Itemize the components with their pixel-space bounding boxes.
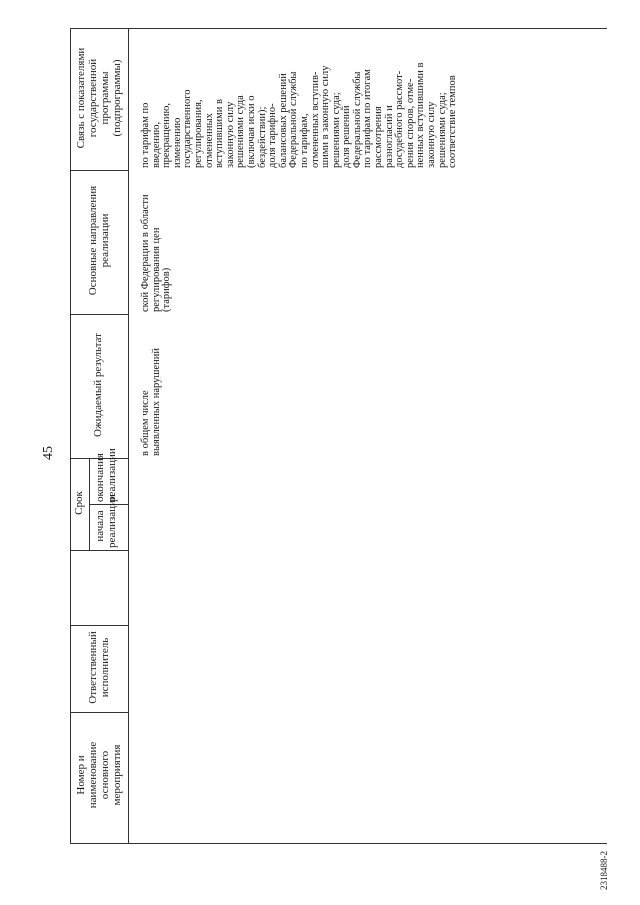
cell-line: выявленных нарушений — [150, 348, 162, 456]
header-term-end-line: окончания — [94, 453, 106, 502]
cell-line: (включая иски о — [245, 95, 257, 168]
cell-line: регулирования цен — [150, 227, 162, 312]
footer-code: 2318488-2 — [599, 851, 609, 890]
cell-line: введению, — [150, 121, 162, 168]
cell-line: ской Федерации в области — [140, 194, 151, 312]
cell-line: доля тарифно- — [267, 103, 279, 168]
header-number-name — [75, 712, 123, 838]
cell-line: прекращению, — [161, 103, 173, 168]
header-term-end-line: реализации — [106, 448, 118, 502]
cell-line: по тарифам по итогам — [362, 69, 374, 168]
header-term: Срок — [73, 491, 85, 515]
cell-line: вступившими в — [214, 98, 226, 168]
cell-line: рения споров, отме- — [404, 78, 416, 168]
cell-line: разногласий и — [383, 105, 395, 168]
cell-line: решениями суда; — [330, 92, 342, 168]
header-executor-line: Ответственный — [87, 631, 99, 704]
cell-indicators — [141, 28, 459, 168]
cell-line: по тарифам по — [140, 102, 151, 168]
cell-line: отмененных — [203, 113, 215, 168]
cell-line: законную силу — [426, 101, 438, 168]
cell-line: изменению — [171, 117, 183, 168]
cell-line: доля решений — [341, 105, 353, 168]
cell-directions — [141, 172, 173, 312]
header-term-end — [94, 448, 118, 502]
header-term-start-line: реализации — [106, 494, 118, 548]
cell-line: бездействии); — [256, 106, 268, 168]
cell-line: отмененных вступив- — [309, 71, 321, 168]
header-indicators-line: программы — [99, 71, 111, 125]
cell-line: рассмотрения — [373, 106, 385, 168]
page-number: 45 — [41, 446, 56, 460]
cell-expected-result — [141, 318, 162, 456]
header-term-start-line: начала — [94, 510, 106, 542]
header-number-name-line: мероприятия — [111, 744, 123, 806]
cell-line: государственного — [182, 89, 194, 168]
header-number-name-line: наименование — [87, 741, 99, 809]
cell-line: ненных вступившими в — [415, 62, 427, 168]
header-directions-line: Основные направления — [87, 185, 99, 296]
cell-line: законную силу — [224, 101, 236, 168]
header-indicators-line: государственной — [87, 58, 99, 138]
cell-line: (тарифов) — [161, 267, 173, 312]
cell-line: по тарифам, — [298, 113, 310, 168]
header-number-name-line: Номер и — [75, 755, 87, 795]
header-executor — [87, 625, 111, 710]
cell-line: решениями суда — [235, 95, 247, 168]
cell-line: шими в законную силу — [320, 65, 332, 168]
header-executor-line: исполнитель — [99, 637, 111, 698]
header-indicators — [75, 30, 123, 166]
cell-line: соответствие темпов — [447, 75, 459, 168]
header-expected-result: Ожидаемый результат — [92, 333, 104, 437]
header-directions-line: реализации — [99, 213, 111, 268]
header-term-start — [94, 494, 118, 548]
cell-line: Федеральной службы — [288, 71, 300, 168]
header-number-name-line: основного — [99, 750, 111, 800]
cell-line: Федеральной службы — [351, 71, 363, 168]
cell-line: решениями суда; — [436, 92, 448, 168]
cell-line: регулирования, — [192, 99, 204, 168]
header-indicators-line: (подпрограммы) — [111, 59, 123, 137]
cell-line: в общем числе — [140, 390, 151, 456]
header-indicators-line: Связь с показателями — [75, 47, 87, 149]
cell-line: балансовых решений — [277, 73, 289, 168]
header-directions — [87, 172, 111, 309]
cell-line: досудебного рассмот- — [394, 70, 406, 168]
